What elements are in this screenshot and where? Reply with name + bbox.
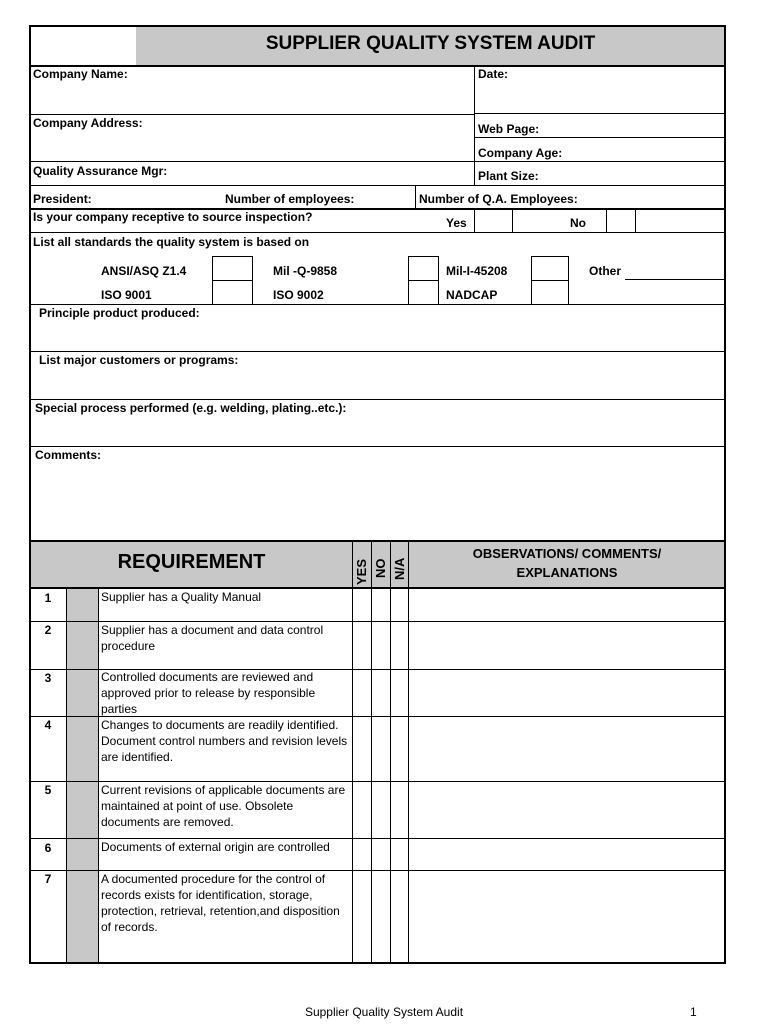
company-name-field[interactable] (31, 82, 473, 112)
std-nadcap-label: NADCAP (446, 288, 498, 302)
std-ansi-checkbox[interactable] (212, 256, 253, 281)
requirement-text: Controlled documents are reviewed and approved prior to release by responsible parties (101, 670, 316, 716)
qa-mgr-label: Quality Assurance Mgr: (33, 164, 168, 178)
std-other-line[interactable] (625, 279, 725, 280)
std-iso9002-checkbox[interactable] (408, 280, 439, 305)
special-process-label: Special process performed (e.g. welding, plating..etc.): (35, 401, 347, 415)
row-number: 5 (44, 783, 52, 797)
company-name-label: Company Name: (33, 67, 128, 81)
requirement-text: Documents of external origin are controlled (101, 840, 330, 854)
std-mil-q-label: Mil -Q-9858 (273, 264, 338, 278)
company-address-field[interactable] (31, 132, 473, 160)
requirement-text: Supplier has a document and data control procedure (101, 623, 324, 653)
num-qa-employees-label: Number of Q.A. Employees: (419, 192, 578, 206)
std-iso9002-label: ISO 9002 (273, 288, 324, 302)
date-field[interactable] (476, 82, 722, 112)
row-number: 6 (44, 841, 52, 855)
row-number: 1 (44, 591, 52, 605)
std-mil-i-label: Mil-I-45208 (446, 264, 508, 278)
page-title: SUPPLIER QUALITY SYSTEM AUDIT (265, 33, 596, 54)
source-inspection-yes-box[interactable] (474, 209, 513, 233)
major-customers-label: List major customers or programs: (39, 353, 239, 367)
std-iso9001-checkbox[interactable] (212, 280, 253, 305)
source-inspection-no-box[interactable] (606, 209, 636, 233)
special-process-field[interactable] (31, 417, 723, 445)
major-customers-field[interactable] (31, 369, 723, 397)
yes-col-header: YES (354, 558, 369, 585)
president-label: President: (33, 192, 92, 206)
requirement-text: Current revisions of applicable documents are maintained at point of use. Obsolete documents are removed. (101, 783, 346, 829)
comments-field[interactable] (31, 465, 723, 538)
plant-size-label: Plant Size: (478, 169, 539, 183)
std-mil-i-checkbox[interactable] (531, 256, 569, 281)
std-other-label: Other (589, 264, 622, 278)
row-number: 4 (44, 718, 52, 732)
principle-product-field[interactable] (31, 322, 723, 350)
std-mil-q-checkbox[interactable] (408, 256, 439, 281)
observations-header-line1: OBSERVATIONS/ COMMENTS/ (472, 546, 662, 561)
observations-header-line2: EXPLANATIONS (516, 565, 618, 580)
num-employees-label: Number of employees: (225, 192, 355, 206)
standards-heading: List all standards the quality system is based on (33, 235, 310, 249)
date-label: Date: (478, 67, 509, 81)
row-number: 2 (44, 623, 52, 637)
std-iso9001-label: ISO 9001 (101, 288, 152, 302)
company-age-label: Company Age: (478, 146, 563, 160)
requirement-text: Changes to documents are readily identified. Document control numbers and revision levels are identified. (101, 718, 348, 764)
comments-label: Comments: (35, 448, 102, 462)
std-ansi-label: ANSI/ASQ Z1.4 (101, 264, 187, 278)
qa-mgr-field[interactable] (200, 163, 472, 183)
web-page-label: Web Page: (478, 122, 540, 136)
requirement-header: REQUIREMENT (117, 551, 266, 573)
principle-product-label: Principle product produced: (39, 306, 200, 320)
footer-title: Supplier Quality System Audit (304, 1005, 464, 1019)
requirement-text: A documented procedure for the control of records exists for identification, storage, protection, retrieval, retention,and disposition of records. (101, 872, 340, 934)
no-col-header: NO (373, 558, 388, 578)
na-col-header: N/A (392, 557, 407, 580)
requirement-text: Supplier has a Quality Manual (101, 590, 262, 604)
row-number: 7 (44, 872, 52, 886)
page-number: 1 (690, 1005, 697, 1019)
row-number: 3 (44, 671, 52, 685)
source-inspection-question: Is your company receptive to source inspection? (33, 210, 313, 224)
no-label: No (570, 216, 586, 230)
gray-stripe-column (67, 589, 98, 962)
yes-label: Yes (446, 216, 467, 230)
std-nadcap-checkbox[interactable] (531, 280, 569, 305)
company-address-label: Company Address: (33, 116, 143, 130)
